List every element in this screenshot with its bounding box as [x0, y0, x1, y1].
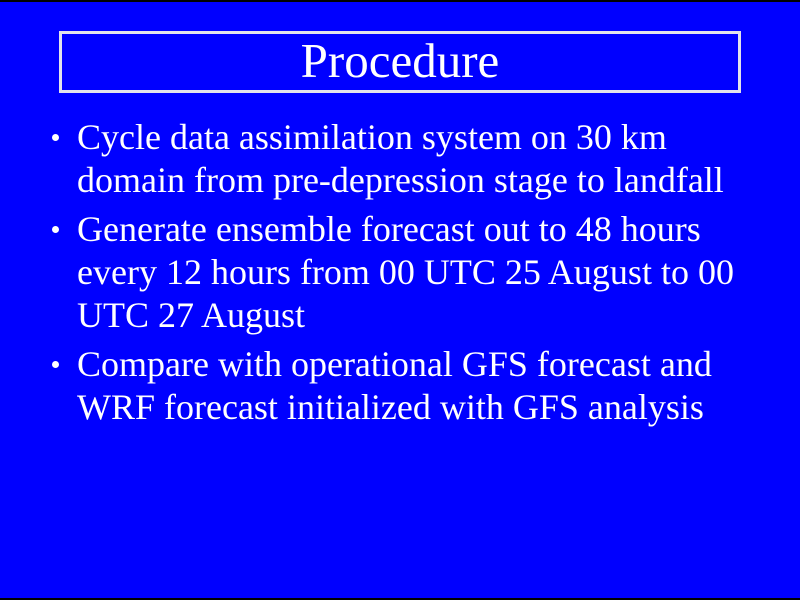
- bullet-item: [50, 116, 770, 202]
- bullet-icon: [50, 116, 77, 159]
- title-box: [59, 31, 741, 93]
- bullet-line: Cycle data assimilation system on 30 km: [77, 117, 667, 157]
- bullet-item: [50, 208, 770, 337]
- bullet-text: [77, 343, 770, 429]
- bullet-line: UTC 27 August: [77, 295, 306, 335]
- slide-title: Procedure: [300, 32, 500, 88]
- bullet-dot-icon: [52, 361, 59, 368]
- bullet-icon: [50, 343, 77, 386]
- bullet-item: [50, 343, 770, 429]
- bullet-line: domain from pre-depression stage to landfall: [77, 160, 724, 200]
- bullet-line: WRF forecast initialized with GFS analysis: [77, 387, 704, 427]
- bullet-dot-icon: [52, 134, 59, 141]
- bullet-line: Generate ensemble forecast out to 48 hours: [77, 209, 701, 249]
- bullet-list: [50, 116, 770, 435]
- bullet-text: [77, 208, 770, 337]
- bullet-text: [77, 116, 770, 202]
- bullet-line: every 12 hours from 00 UTC 25 August to 00: [77, 252, 734, 292]
- bullet-line: Compare with operational GFS forecast and: [77, 344, 712, 384]
- top-edge-bar: [0, 0, 800, 2]
- bullet-icon: [50, 208, 77, 251]
- bullet-dot-icon: [52, 226, 59, 233]
